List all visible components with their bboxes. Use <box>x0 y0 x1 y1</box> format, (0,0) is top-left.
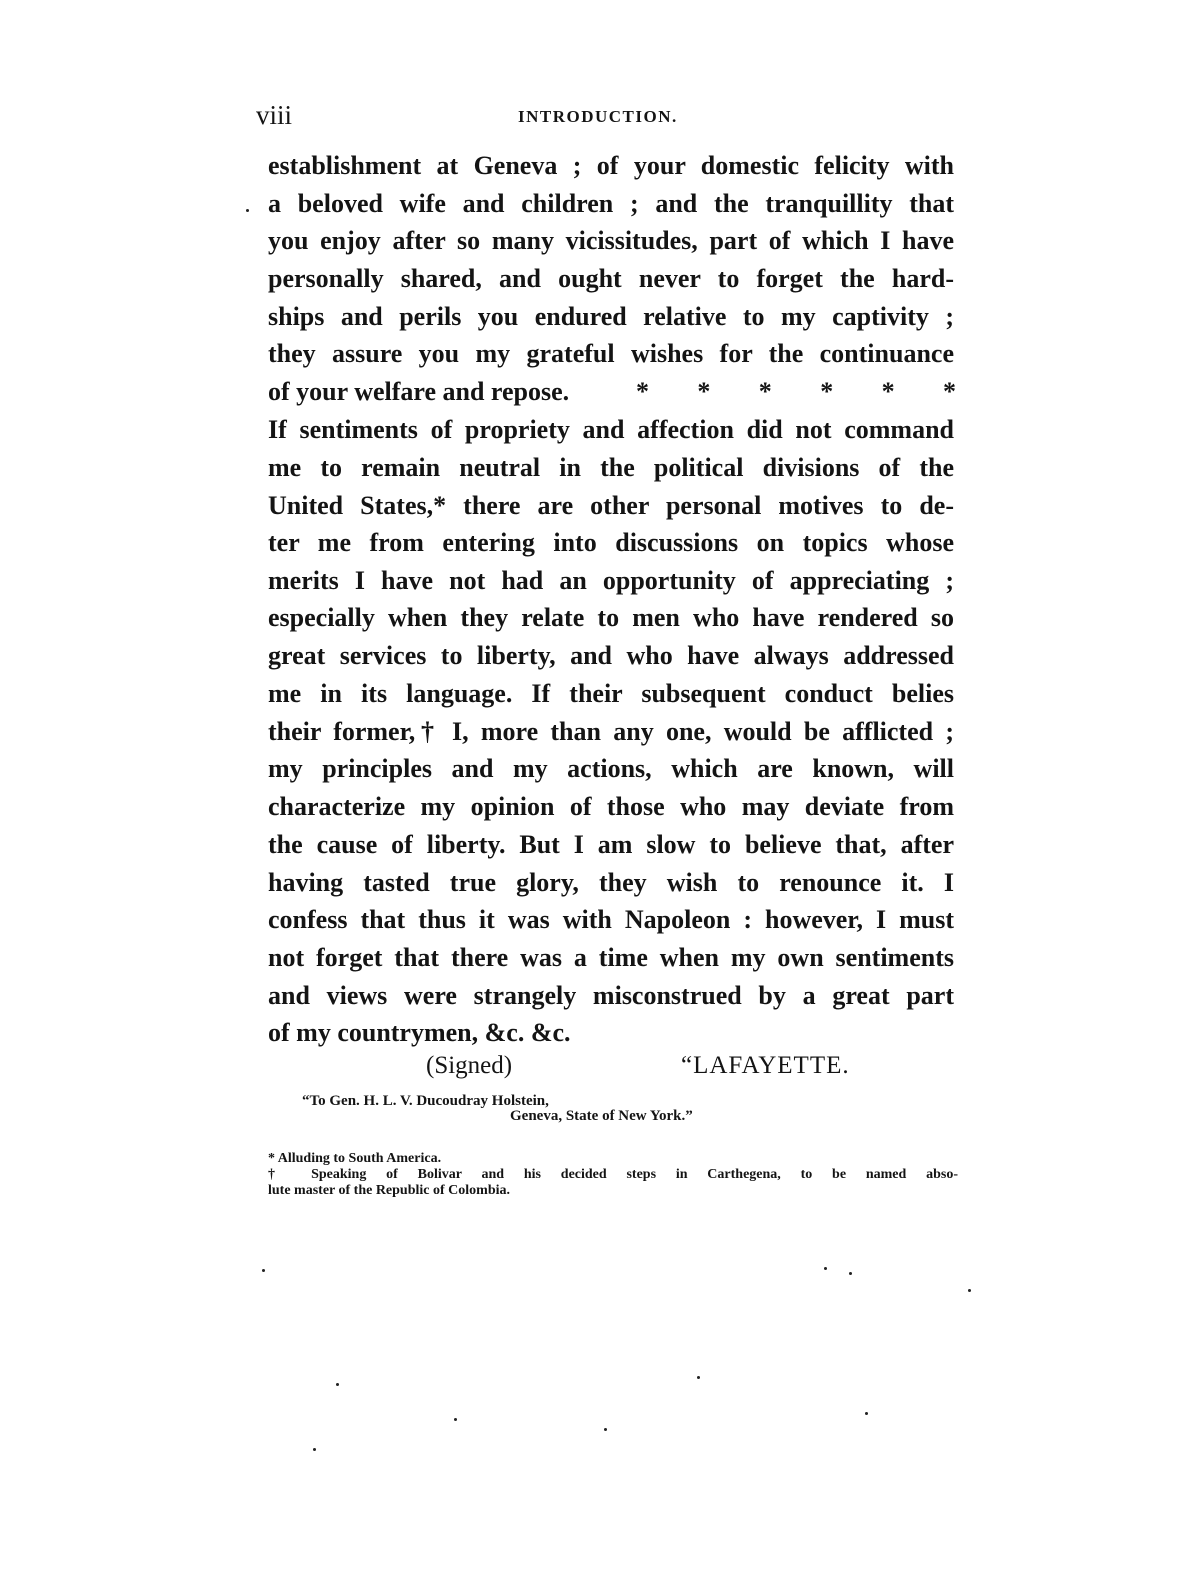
body-line: the cause of liberty. But I am slow to believe that, after <box>268 830 954 859</box>
body-line: having tasted true glory, they wish to renounce it. I <box>268 868 954 897</box>
footnote-dagger-line-2: lute master of the Republic of Colombia. <box>268 1183 510 1198</box>
scan-speck <box>454 1418 457 1421</box>
scan-speck <box>336 1383 339 1386</box>
scan-speck <box>313 1448 316 1451</box>
signature-name: “LAFAYETTE. <box>681 1052 850 1079</box>
running-title: INTRODUCTION. <box>518 107 678 126</box>
scan-speck <box>604 1428 607 1431</box>
body-line: of your welfare and repose. <box>268 377 570 406</box>
body-line: personally shared, and ought never to forget the hard- <box>268 264 954 293</box>
body-line: their former,† I, more than any one, would be afflicted ; <box>268 717 954 746</box>
scan-speck <box>968 1289 971 1292</box>
scan-speck <box>865 1412 868 1415</box>
body-line: If sentiments of propriety and affection did not command <box>268 415 954 444</box>
body-line: you enjoy after so many vicissitudes, part of which I have <box>268 226 954 255</box>
body-line: ships and perils you endured relative to my captivity ; <box>268 302 954 331</box>
scan-speck <box>824 1267 827 1270</box>
body-line: not forget that there was a time when my own sentiments <box>268 943 954 972</box>
body-line: and views were strangely misconstrued by a great part <box>268 981 954 1010</box>
body-line: me in its language. If their subsequent conduct belies <box>268 679 954 708</box>
body-line: characterize my opinion of those who may deviate from <box>268 792 954 821</box>
signed-label: (Signed) <box>426 1052 513 1079</box>
body-line: confess that thus it was with Napoleon : however, I must <box>268 905 954 934</box>
body-line: me to remain neutral in the political divisions of the <box>268 453 954 482</box>
scan-speck <box>849 1272 852 1275</box>
page-number: viii <box>256 100 293 130</box>
footnote-dagger-line-1: † Speaking of Bolivar and his decided steps in Carthegena, to be named abso- <box>268 1167 958 1182</box>
footnote-star: * Alluding to South America. <box>268 1151 442 1166</box>
address-line-2: Geneva, State of New York.” <box>510 1108 693 1124</box>
body-line: United States,* there are other personal motives to de- <box>268 491 954 520</box>
scan-speck <box>697 1376 700 1379</box>
scan-speck <box>262 1269 265 1272</box>
body-line: great services to liberty, and who have always addressed <box>268 641 954 670</box>
body-line: establishment at Geneva ; of your domestic felicity with <box>268 151 954 180</box>
address-line-1: “To Gen. H. L. V. Ducoudray Holstein, <box>302 1093 549 1109</box>
body-line: my principles and my actions, which are known, will <box>268 754 954 783</box>
body-line: of my countrymen, &c. &c. <box>268 1018 571 1047</box>
scan-speck <box>246 209 249 212</box>
body-line: ter me from entering into discussions on topics whose <box>268 528 954 557</box>
body-line: they assure you my grateful wishes for the continuance <box>268 339 954 368</box>
body-line: especially when they relate to men who have rendered so <box>268 603 954 632</box>
body-line: merits I have not had an opportunity of appreciating ; <box>268 566 954 595</box>
ellipsis-stars: * * * * * * <box>636 377 956 406</box>
body-line: a beloved wife and children ; and the tranquillity that <box>268 189 954 218</box>
